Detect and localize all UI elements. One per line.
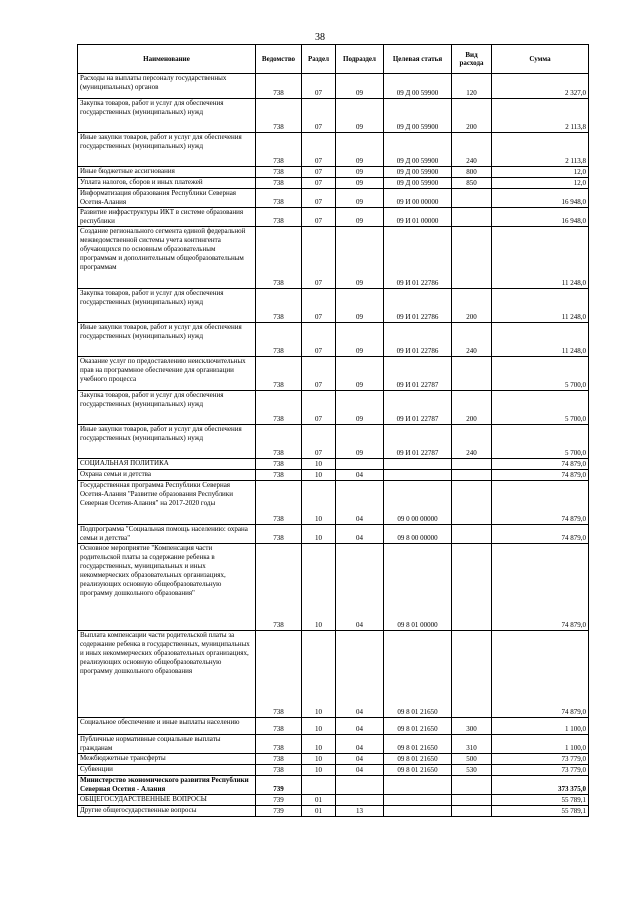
budget-table: [77, 44, 589, 817]
row-amount: 1 100,0: [492, 735, 589, 754]
row-target: 09 И 01 22786: [384, 323, 452, 357]
row-amount: 16 948,0: [492, 208, 589, 227]
col-header-type: Вид расхода: [452, 45, 492, 74]
row-subsection: 13: [336, 806, 384, 817]
row-name: Публичные нормативные социальные выплаты гражданам: [78, 735, 256, 754]
row-amount: 73 779,0: [492, 754, 589, 765]
row-target: 09 8 00 00000: [384, 525, 452, 544]
row-section: 07: [302, 323, 336, 357]
row-name: Оказание услуг по предоставлению неисключительных прав на программное обеспечение для организации учебного процесса: [78, 357, 256, 391]
row-amount: 1 100,0: [492, 718, 589, 735]
row-subsection: 09: [336, 289, 384, 323]
row-subsection: 09: [336, 167, 384, 178]
table-row: [78, 208, 589, 227]
row-type: 300: [452, 718, 492, 735]
row-amount: 2 113,8: [492, 133, 589, 167]
row-section: 07: [302, 133, 336, 167]
row-section: 10: [302, 735, 336, 754]
row-section: 01: [302, 795, 336, 806]
row-subsection: 04: [336, 754, 384, 765]
row-name: Закупка товаров, работ и услуг для обеспечения государственных (муниципальных) нужд: [78, 289, 256, 323]
row-subsection: 09: [336, 74, 384, 99]
row-type: [452, 795, 492, 806]
row-name: Подпрограмма "Социальная помощь населению: охрана семьи и детства": [78, 525, 256, 544]
row-dept: 738: [256, 227, 302, 289]
row-dept: 738: [256, 481, 302, 525]
row-dept: 738: [256, 631, 302, 718]
table-row: [78, 459, 589, 470]
table-body: [78, 74, 589, 817]
row-target: 09 8 01 21650: [384, 754, 452, 765]
row-subsection: [336, 459, 384, 470]
row-type: [452, 459, 492, 470]
row-section: [302, 776, 336, 795]
table-row: [78, 74, 589, 99]
table-row: [78, 133, 589, 167]
row-name: Социальное обеспечение и иные выплаты населению: [78, 718, 256, 735]
row-type: 200: [452, 289, 492, 323]
row-target: 09 8 01 21650: [384, 765, 452, 776]
row-subsection: 09: [336, 208, 384, 227]
table-row: [78, 167, 589, 178]
row-section: 10: [302, 459, 336, 470]
row-subsection: 09: [336, 323, 384, 357]
row-target: 09 8 01 21650: [384, 735, 452, 754]
row-target: 09 И 01 22787: [384, 425, 452, 459]
row-type: 200: [452, 99, 492, 133]
table-row: [78, 718, 589, 735]
row-name: Иные закупки товаров, работ и услуг для обеспечения государственных (муниципальных) нужд: [78, 133, 256, 167]
row-name: Развитие инфраструктуры ИКТ в системе образования республики: [78, 208, 256, 227]
row-dept: 738: [256, 74, 302, 99]
row-type: [452, 470, 492, 481]
row-amount: 5 700,0: [492, 425, 589, 459]
row-dept: 738: [256, 323, 302, 357]
row-dept: 738: [256, 470, 302, 481]
row-target: 09 8 01 21650: [384, 631, 452, 718]
table-row: [78, 357, 589, 391]
row-name: ОБЩЕГОСУДАРСТВЕННЫЕ ВОПРОСЫ: [78, 795, 256, 806]
row-target: [384, 470, 452, 481]
row-amount: 11 248,0: [492, 227, 589, 289]
row-dept: 738: [256, 391, 302, 425]
row-type: [452, 525, 492, 544]
table-row: [78, 806, 589, 817]
table-row: [78, 544, 589, 631]
row-section: 10: [302, 544, 336, 631]
table-row: [78, 323, 589, 357]
row-amount: 12,0: [492, 167, 589, 178]
row-amount: 11 248,0: [492, 323, 589, 357]
row-type: 850: [452, 178, 492, 189]
row-type: 240: [452, 323, 492, 357]
row-amount: 16 948,0: [492, 189, 589, 208]
row-type: [452, 631, 492, 718]
table-row: [78, 189, 589, 208]
row-section: 07: [302, 357, 336, 391]
row-dept: 739: [256, 795, 302, 806]
row-target: [384, 776, 452, 795]
row-subsection: 09: [336, 425, 384, 459]
row-amount: 55 789,1: [492, 806, 589, 817]
row-subsection: 09: [336, 99, 384, 133]
row-target: 09 Д 00 59900: [384, 133, 452, 167]
row-section: 10: [302, 525, 336, 544]
row-section: 10: [302, 754, 336, 765]
row-target: 09 Д 00 59900: [384, 99, 452, 133]
row-name: Министерство экономического развития Республики Северная Осетия - Алания: [78, 776, 256, 795]
row-amount: 373 375,0: [492, 776, 589, 795]
col-header-amount: Сумма: [492, 45, 589, 74]
row-subsection: 04: [336, 544, 384, 631]
row-name: Государственная программа Республики Северная Осетия-Алания "Развитие образования Республики Северная Осетия-Алания" на 2017-2020 годы: [78, 481, 256, 525]
row-type: 530: [452, 765, 492, 776]
row-subsection: 04: [336, 735, 384, 754]
row-dept: 739: [256, 806, 302, 817]
row-target: 09 И 00 00000: [384, 189, 452, 208]
table-row: [78, 754, 589, 765]
row-name: Иные закупки товаров, работ и услуг для обеспечения государственных (муниципальных) нужд: [78, 323, 256, 357]
row-target: 09 И 01 00000: [384, 208, 452, 227]
table-row: [78, 227, 589, 289]
row-target: [384, 806, 452, 817]
table-row: [78, 178, 589, 189]
row-section: 07: [302, 167, 336, 178]
row-dept: 738: [256, 765, 302, 776]
row-name: Иные бюджетные ассигнования: [78, 167, 256, 178]
row-name: Иные закупки товаров, работ и услуг для обеспечения государственных (муниципальных) нужд: [78, 425, 256, 459]
row-name: Выплата компенсации части родительской платы за содержание ребенка в государственных, муниципальных и иных некоммерческих образовательных организациях, реализующих основную общеобразовательную программу дошкольного образования: [78, 631, 256, 718]
row-type: 200: [452, 391, 492, 425]
row-target: 09 8 01 00000: [384, 544, 452, 631]
row-dept: 738: [256, 735, 302, 754]
row-amount: 74 879,0: [492, 459, 589, 470]
row-amount: 55 789,1: [492, 795, 589, 806]
row-section: 07: [302, 208, 336, 227]
row-type: [452, 776, 492, 795]
row-dept: 738: [256, 289, 302, 323]
row-name: Закупка товаров, работ и услуг для обеспечения государственных (муниципальных) нужд: [78, 391, 256, 425]
row-subsection: 09: [336, 178, 384, 189]
row-subsection: 09: [336, 391, 384, 425]
row-type: 240: [452, 133, 492, 167]
row-name: Информатизация образования Республики Северная Осетия-Алания: [78, 189, 256, 208]
row-name: СОЦИАЛЬНАЯ ПОЛИТИКА: [78, 459, 256, 470]
col-header-name: Наименование: [78, 45, 256, 74]
row-dept: 738: [256, 208, 302, 227]
row-subsection: 04: [336, 631, 384, 718]
row-dept: 738: [256, 357, 302, 391]
row-amount: 74 879,0: [492, 470, 589, 481]
table-row: [78, 391, 589, 425]
row-section: 10: [302, 718, 336, 735]
row-target: 09 0 00 00000: [384, 481, 452, 525]
row-type: 500: [452, 754, 492, 765]
row-section: 07: [302, 289, 336, 323]
row-amount: 5 700,0: [492, 391, 589, 425]
table-row: [78, 99, 589, 133]
row-type: 310: [452, 735, 492, 754]
row-type: [452, 806, 492, 817]
row-amount: 2 327,0: [492, 74, 589, 99]
row-type: [452, 189, 492, 208]
row-amount: 74 879,0: [492, 481, 589, 525]
row-name: Основное мероприятие "Компенсация части родительской платы за содержание ребенка в государственных, муниципальных и иных некоммерческих образовательных организациях, реализующих основную общеобразовательную программу дошкольного образования": [78, 544, 256, 631]
row-dept: 739: [256, 776, 302, 795]
row-name: Уплата налогов, сборов и иных платежей: [78, 178, 256, 189]
row-type: [452, 208, 492, 227]
row-amount: 73 779,0: [492, 765, 589, 776]
row-type: 240: [452, 425, 492, 459]
row-section: 10: [302, 631, 336, 718]
row-amount: 74 879,0: [492, 544, 589, 631]
row-section: 10: [302, 481, 336, 525]
row-section: 07: [302, 189, 336, 208]
col-header-section: Раздел: [302, 45, 336, 74]
col-header-subsection: Подраздел: [336, 45, 384, 74]
row-section: 07: [302, 74, 336, 99]
table-row: [78, 776, 589, 795]
row-amount: 11 248,0: [492, 289, 589, 323]
row-target: 09 Д 00 59900: [384, 167, 452, 178]
row-type: [452, 481, 492, 525]
table-row: [78, 795, 589, 806]
table-row: [78, 735, 589, 754]
row-subsection: 04: [336, 481, 384, 525]
table-row: [78, 631, 589, 718]
row-type: 120: [452, 74, 492, 99]
row-target: 09 Д 00 59900: [384, 178, 452, 189]
row-target: 09 8 01 21650: [384, 718, 452, 735]
row-dept: 738: [256, 718, 302, 735]
row-amount: 5 700,0: [492, 357, 589, 391]
row-amount: 74 879,0: [492, 525, 589, 544]
row-dept: 738: [256, 425, 302, 459]
table-row: [78, 470, 589, 481]
table-row: [78, 481, 589, 525]
row-target: 09 И 01 22786: [384, 289, 452, 323]
row-subsection: 09: [336, 133, 384, 167]
row-subsection: [336, 776, 384, 795]
table-row: [78, 425, 589, 459]
row-dept: 738: [256, 544, 302, 631]
row-dept: 738: [256, 189, 302, 208]
row-subsection: 04: [336, 765, 384, 776]
row-section: 10: [302, 765, 336, 776]
row-subsection: 09: [336, 189, 384, 208]
row-name: Создание регионального сегмента единой федеральной межведомственной системы учета контингента обучающихся по основным образовательным программам и дополнительным общеобразовательным программам: [78, 227, 256, 289]
row-target: 09 И 01 22786: [384, 227, 452, 289]
row-dept: 738: [256, 178, 302, 189]
row-subsection: 04: [336, 718, 384, 735]
row-dept: 738: [256, 525, 302, 544]
row-name: Охрана семьи и детства: [78, 470, 256, 481]
row-target: 09 Д 00 59900: [384, 74, 452, 99]
row-name: Закупка товаров, работ и услуг для обеспечения государственных (муниципальных) нужд: [78, 99, 256, 133]
row-dept: 738: [256, 459, 302, 470]
row-section: 07: [302, 227, 336, 289]
row-type: 800: [452, 167, 492, 178]
row-dept: 738: [256, 133, 302, 167]
row-subsection: [336, 795, 384, 806]
col-header-dept: Ведомство: [256, 45, 302, 74]
row-target: [384, 795, 452, 806]
row-amount: 2 113,8: [492, 99, 589, 133]
table-row: [78, 289, 589, 323]
row-name: Другие общегосударственные вопросы: [78, 806, 256, 817]
row-section: 07: [302, 99, 336, 133]
row-name: Субвенции: [78, 765, 256, 776]
row-dept: 738: [256, 167, 302, 178]
row-target: 09 И 01 22787: [384, 391, 452, 425]
row-section: 10: [302, 470, 336, 481]
table-row: [78, 765, 589, 776]
col-header-target: Целевая статья: [384, 45, 452, 74]
row-section: 07: [302, 425, 336, 459]
row-subsection: 04: [336, 525, 384, 544]
row-name: Межбюджетные трансферты: [78, 754, 256, 765]
row-section: 07: [302, 178, 336, 189]
row-dept: 738: [256, 99, 302, 133]
row-type: [452, 544, 492, 631]
row-target: [384, 459, 452, 470]
row-subsection: 04: [336, 470, 384, 481]
row-subsection: 09: [336, 357, 384, 391]
row-section: 01: [302, 806, 336, 817]
row-type: [452, 227, 492, 289]
row-amount: 74 879,0: [492, 631, 589, 718]
table-row: [78, 525, 589, 544]
page-number: 38: [315, 32, 325, 43]
row-name: Расходы на выплаты персоналу государственных (муниципальных) органов: [78, 74, 256, 99]
row-amount: 12,0: [492, 178, 589, 189]
row-target: 09 И 01 22787: [384, 357, 452, 391]
row-section: 07: [302, 391, 336, 425]
table-header-row: [78, 45, 589, 74]
row-type: [452, 357, 492, 391]
row-subsection: 09: [336, 227, 384, 289]
row-dept: 738: [256, 754, 302, 765]
